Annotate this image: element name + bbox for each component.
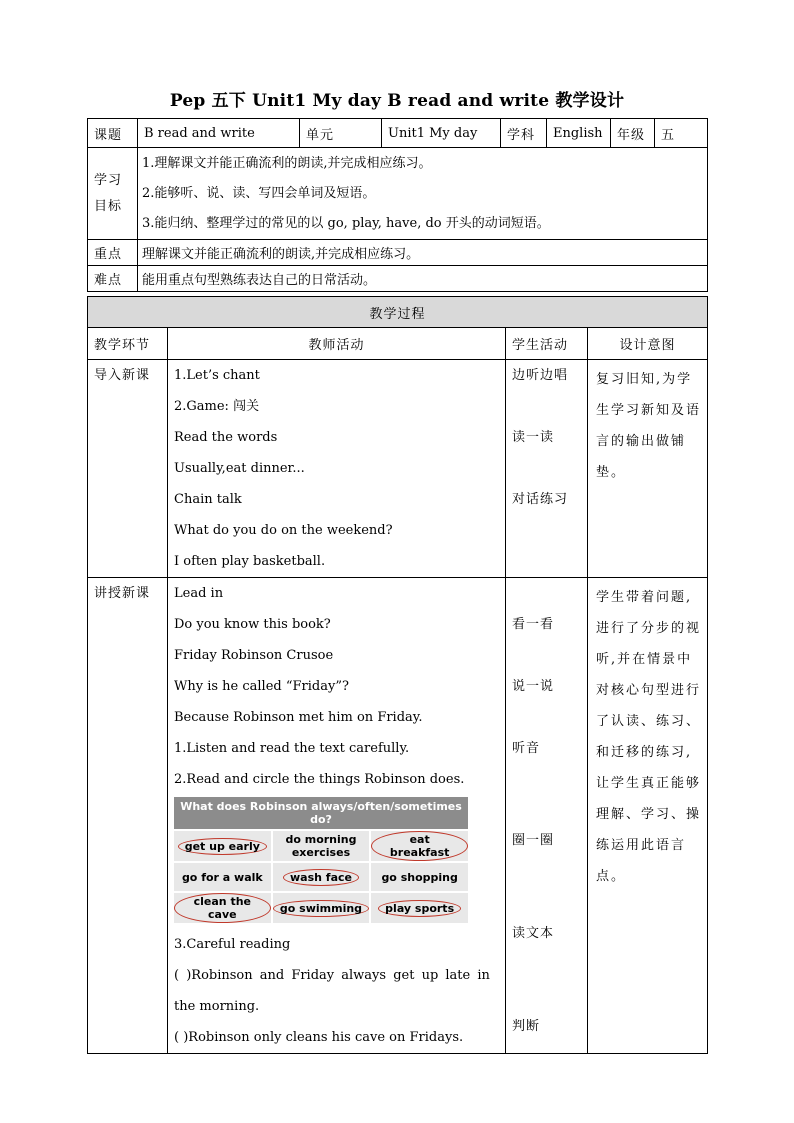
- info-table: [87, 118, 708, 292]
- process-header: 教学过程: [88, 297, 708, 328]
- student-line: 圈一圈: [512, 833, 555, 848]
- image-cell-text: clean the cave: [174, 893, 271, 923]
- teacher-line: ( )Robinson only cleans his cave on Fridays.: [174, 1030, 464, 1045]
- teacher-line: Usually,eat dinner...: [174, 461, 305, 476]
- image-cell-text: go shopping: [381, 870, 458, 884]
- difficulty-row: [88, 266, 708, 292]
- objective-item: 2.能够听、说、读、写四会单词及短语。: [142, 185, 376, 201]
- image-cell: [273, 831, 372, 863]
- design-intent: 学生带着问题,进行了分步的视听,并在情景中对核心句型进行了认读、练习、和迁移的练习,让学生真正能够理解、学习、操练运用此语言点。: [588, 578, 708, 1054]
- student-line: [512, 578, 587, 609]
- student-line: 边听边唱: [512, 368, 569, 383]
- teacher-line: Lead in: [174, 586, 224, 601]
- teacher-line: What do you do on the weekend?: [174, 523, 393, 538]
- objectives-label-1: 学习: [94, 172, 123, 188]
- design-intent: 复习旧知,为学生学习新知及语言的输出做铺垫。: [588, 360, 708, 578]
- image-cell-text: get up early: [178, 838, 267, 855]
- teacher-line: I often play basketball.: [174, 554, 326, 569]
- teacher-line: ( )Robinson and Friday always get up late in: [174, 968, 490, 983]
- teacher-line: Read the words: [174, 430, 278, 445]
- image-cell-text: wash face: [283, 869, 359, 886]
- teacher-line: 1.Let’s chant: [174, 368, 260, 383]
- image-cell-text: eat breakfast: [371, 831, 468, 861]
- stage-label: 讲授新课: [94, 586, 151, 601]
- teacher-line: Because Robinson met him on Friday.: [174, 710, 423, 725]
- image-cell: [371, 893, 470, 925]
- key-point-text: 理解课文并能正确流利的朗读,并完成相应练习。: [138, 240, 708, 266]
- subject-label: 学科: [501, 119, 547, 148]
- subject-value: English: [547, 119, 611, 148]
- student-line: [512, 640, 587, 671]
- image-cell: [371, 863, 470, 893]
- student-line: 看一看: [512, 617, 555, 632]
- unit-label: 单元: [300, 119, 382, 148]
- student-line: 读文本: [512, 926, 555, 941]
- student-line: 对话练习: [512, 492, 569, 507]
- col-stage-header: 教学环节: [88, 328, 168, 360]
- teacher-activity-cell: [168, 578, 506, 1054]
- unit-value: Unit1 My day: [382, 119, 501, 148]
- objective-item: 3.能归纳、整理学过的常见的以 go, play, have, do 开头的动词短语。: [142, 215, 550, 231]
- stage-label: 导入新课: [94, 368, 151, 383]
- process-header-row: [88, 297, 708, 328]
- stage-cell: [88, 360, 168, 578]
- image-table-header: What does Robinson always/often/sometimes do?: [174, 797, 470, 831]
- student-line: 听音: [512, 741, 541, 756]
- key-point-row: [88, 240, 708, 266]
- col-intent-header: 设计意图: [588, 328, 708, 360]
- grade-value: 五: [655, 119, 708, 148]
- image-cell-text: play sports: [378, 900, 461, 917]
- objectives-row: [88, 148, 708, 240]
- student-line: 说一说: [512, 679, 555, 694]
- column-header-row: [88, 328, 708, 360]
- grade-label: 年级: [611, 119, 655, 148]
- image-cell-text: go for a walk: [181, 870, 263, 884]
- col-teacher-header: 教师活动: [168, 328, 506, 360]
- objectives-list: [138, 148, 708, 240]
- image-cell: [174, 893, 273, 925]
- student-line: [512, 391, 587, 422]
- student-line: 读一读: [512, 430, 555, 445]
- student-line: 判断: [512, 1019, 541, 1034]
- difficulty-text: 能用重点句型熟练表达自己的日常活动。: [138, 266, 708, 292]
- image-cell-text: go swimming: [273, 900, 369, 917]
- page-title: Pep 五下 Unit1 My day B read and write 教学设计: [169, 91, 625, 111]
- image-cell: [273, 863, 372, 893]
- student-line: [512, 453, 587, 484]
- teacher-line: 2.Read and circle the things Robinson does.: [174, 772, 465, 787]
- teacher-line: Chain talk: [174, 492, 242, 507]
- difficulty-label: 难点: [88, 266, 138, 292]
- image-cell-text: do morning exercises: [285, 833, 357, 859]
- col-student-header: 学生活动: [506, 328, 588, 360]
- process-table: [87, 296, 708, 1054]
- process-row-intro: [88, 360, 708, 578]
- image-cell: [174, 863, 273, 893]
- image-cell: [371, 831, 470, 863]
- objective-item: 1.理解课文并能正确流利的朗读,并完成相应练习。: [142, 155, 432, 171]
- activity-image-table: [174, 797, 470, 925]
- teacher-line: Why is he called “Friday”?: [174, 679, 349, 694]
- objectives-label: [88, 148, 138, 240]
- student-line: [512, 980, 587, 1011]
- topic-label: 课题: [88, 119, 138, 148]
- objectives-label-2: 目标: [94, 198, 123, 214]
- key-point-label: 重点: [88, 240, 138, 266]
- teacher-line: 3.Careful reading: [174, 937, 291, 952]
- student-line: [512, 764, 587, 795]
- stage-cell: [88, 578, 168, 1054]
- student-line: [512, 949, 587, 980]
- image-cell: [273, 893, 372, 925]
- teacher-activity-cell: [168, 360, 506, 578]
- teacher-line: Friday Robinson Crusoe: [174, 648, 334, 663]
- teacher-line: Do you know this book?: [174, 617, 331, 632]
- student-activity-cell: [506, 578, 588, 1054]
- student-line: [512, 702, 587, 733]
- topic-value: B read and write: [138, 119, 300, 148]
- student-activity-cell: [506, 360, 588, 578]
- teacher-line: 1.Listen and read the text carefully.: [174, 741, 410, 756]
- teacher-line: the morning.: [174, 999, 260, 1014]
- image-cell: [174, 831, 273, 863]
- process-row-new: [88, 578, 708, 1054]
- info-row: [88, 119, 708, 148]
- teacher-line: 2.Game: 闯关: [174, 399, 260, 414]
